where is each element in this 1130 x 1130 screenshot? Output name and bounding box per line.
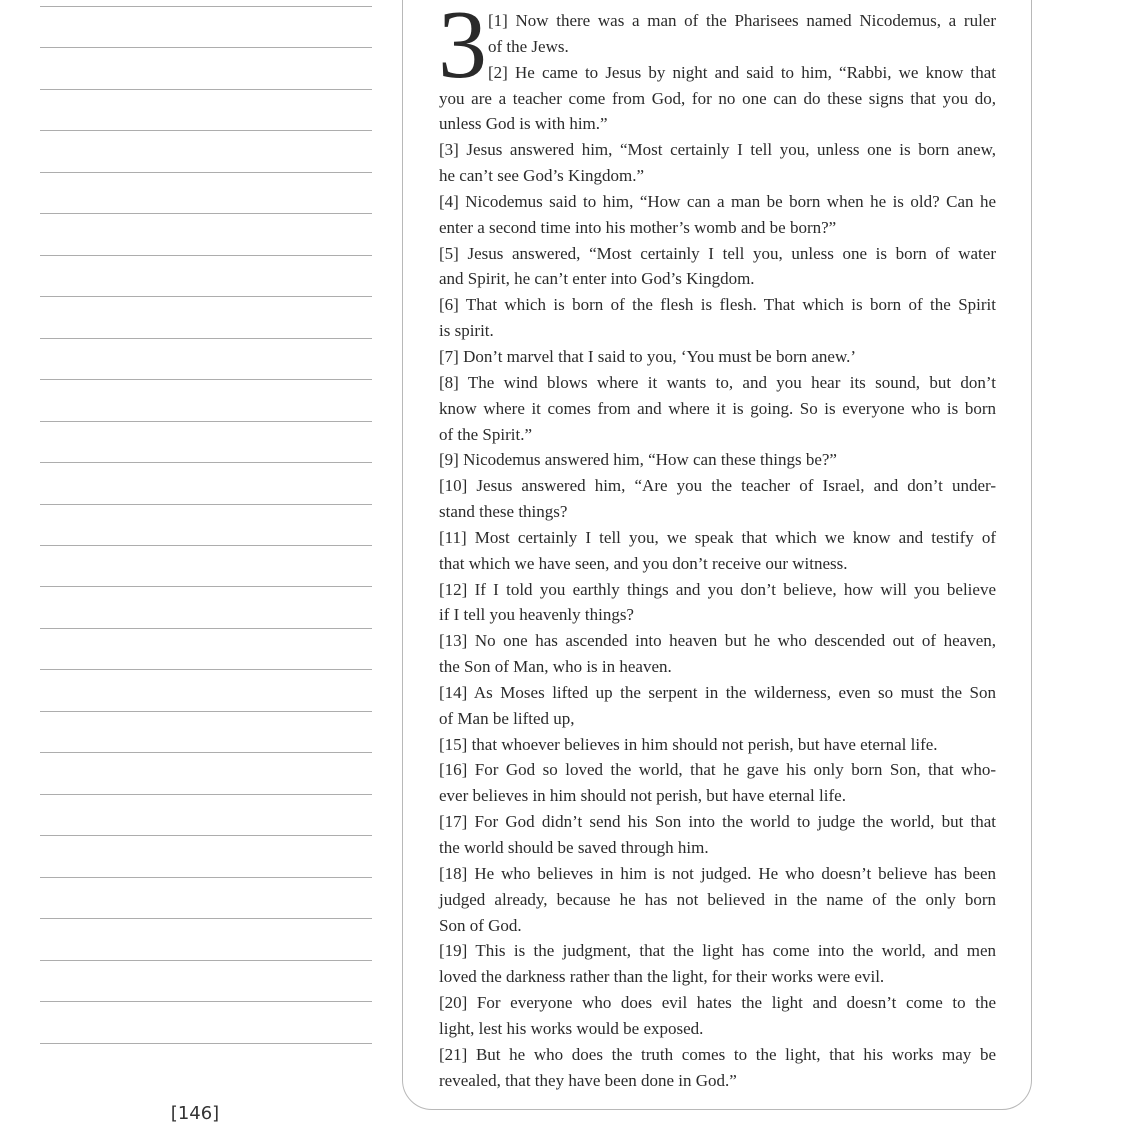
verse-line — [439, 1042, 996, 1068]
verse-line — [439, 189, 996, 215]
verse-line — [439, 654, 996, 680]
verse-line-text: [7] Don’t marvel that I said to you, ‘You must be born anew.’ — [439, 346, 857, 366]
verse-line — [439, 163, 996, 189]
verse-line-text: know where it comes from and where it is going. So is everyone who is born — [439, 398, 996, 418]
ruled-line — [40, 960, 372, 961]
verse-line-text: [18] He who believes in him is not judged. He who doesn’t believe has been — [439, 863, 996, 883]
verse-line — [439, 422, 996, 448]
verse-line-text: [13] No one has ascended into heaven but he who descended out of heaven, — [439, 631, 996, 651]
verse-line — [439, 86, 996, 112]
verse-line — [439, 215, 996, 241]
verse-line-text: [1] Now there was a man of the Pharisees named Nicodemus, a ruler — [488, 11, 996, 30]
verse-line-text: is spirit. — [439, 321, 494, 341]
verse-line-text: [5] Jesus answered, “Most certainly I tell you, unless one is born of water — [439, 243, 996, 263]
verse-line — [439, 266, 996, 292]
verse-line-text: Son of God. — [439, 915, 522, 935]
verse-line-text: enter a second time into his mother’s womb and be born?” — [439, 217, 837, 237]
verse-line-text: [15] that whoever believes in him should not perish, but have eternal life. — [439, 734, 938, 754]
ruled-line — [40, 172, 372, 173]
verse-line-text: [20] For everyone who does evil hates the light and doesn’t come to the — [439, 993, 996, 1013]
ruled-line — [40, 462, 372, 463]
ruled-line — [40, 711, 372, 712]
ruled-line — [40, 379, 372, 380]
scripture-card — [402, 0, 1032, 1110]
page-number-label: [146] — [170, 1103, 220, 1124]
verse-line-text: revealed, that they have been done in God.” — [439, 1070, 737, 1090]
verse-line-text: unless God is with him.” — [439, 114, 608, 134]
verse-line — [439, 525, 996, 551]
scripture-text — [438, 0, 996, 1093]
verse-line-text: judged already, because he has not believed in the name of the only born — [439, 889, 996, 909]
verse-line — [439, 1016, 996, 1042]
verse-line — [439, 447, 996, 473]
verse-line — [439, 551, 996, 577]
ruled-line — [40, 421, 372, 422]
verse-line-text: he can’t see God’s Kingdom.” — [439, 166, 645, 186]
verse-line-text: [3] Jesus answered him, “Most certainly I tell you, unless one is born anew, — [439, 140, 996, 160]
verse-line — [439, 757, 996, 783]
verse-line-text: [19] This is the judgment, that the light has come into the world, and men — [439, 941, 996, 961]
ruled-line — [40, 47, 372, 48]
verse-line — [439, 318, 996, 344]
verse-line — [439, 809, 996, 835]
ruled-line — [40, 835, 372, 836]
verse-line — [439, 241, 996, 267]
ruled-line — [40, 586, 372, 587]
verse-line — [439, 137, 996, 163]
verse-line-text: and Spirit, he can’t enter into God’s Kingdom. — [439, 269, 755, 289]
verse-line — [439, 344, 996, 370]
ruled-line — [40, 296, 372, 297]
verse-line-text: ever believes in him should not perish, but have eternal life. — [439, 786, 846, 806]
verse-line-text: light, lest his works would be exposed. — [439, 1018, 704, 1038]
verse-line — [439, 111, 996, 137]
verse-line-text: [14] As Moses lifted up the serpent in the wilderness, even so must the Son — [439, 682, 996, 702]
verse-line — [439, 8, 996, 34]
verse-line-text: [9] Nicodemus answered him, “How can these things be?” — [439, 450, 837, 470]
verse-line — [439, 60, 996, 86]
verse-line — [439, 861, 996, 887]
verse-line-text: [4] Nicodemus said to him, “How can a man be born when he is old? Can he — [439, 191, 996, 211]
notes-panel — [0, 0, 402, 1130]
ruled-line — [40, 1001, 372, 1002]
verse-line-text: you are a teacher come from God, for no one can do these signs that you do, — [439, 88, 996, 108]
verse-line-text: [11] Most certainly I tell you, we speak that which we know and testify of — [439, 527, 996, 547]
verse-line-text: [10] Jesus answered him, “Are you the teacher of Israel, and don’t under- — [439, 476, 996, 496]
verse-line-text: [21] But he who does the truth comes to the light, that his works may be — [439, 1044, 996, 1064]
ruled-line — [40, 1043, 372, 1044]
verse-line-text: stand these things? — [439, 502, 568, 522]
verse-line-text: loved the darkness rather than the light, for their works were evil. — [439, 967, 885, 987]
verse-line — [439, 887, 996, 913]
verse-line — [439, 835, 996, 861]
ruled-line — [40, 545, 372, 546]
ruled-line — [40, 130, 372, 131]
verse-line — [439, 473, 996, 499]
verse-line — [439, 1068, 996, 1094]
verse-line — [439, 964, 996, 990]
verse-line-text: the Son of Man, who is in heaven. — [439, 657, 672, 677]
ruled-line — [40, 338, 372, 339]
ruled-line — [40, 752, 372, 753]
verse-line-text: of the Jews. — [488, 36, 569, 56]
ruled-line — [40, 89, 372, 90]
verse-line-text: [17] For God didn’t send his Son into the world to judge the world, but that — [439, 812, 996, 832]
verse-line — [439, 396, 996, 422]
chapter-number-dropcap: 3 — [438, 0, 487, 99]
verse-line — [439, 990, 996, 1016]
verse-line-text: the world should be saved through him. — [439, 838, 709, 857]
verse-line-text: [2] He came to Jesus by night and said to him, “Rabbi, we know that — [488, 62, 996, 82]
ruled-line — [40, 794, 372, 795]
verse-line-text: of the Spirit.” — [439, 424, 533, 444]
verse-line-text: [12] If I told you earthly things and you don’t believe, how will you believe — [439, 579, 996, 599]
verse-line — [439, 706, 996, 732]
verse-line — [439, 499, 996, 525]
verse-line — [439, 680, 996, 706]
verse-line — [439, 577, 996, 603]
verse-line — [439, 628, 996, 654]
ruled-line — [40, 213, 372, 214]
ruled-line — [40, 504, 372, 505]
verse-line-text: [8] The wind blows where it wants to, and you hear its sound, but don’t — [439, 372, 996, 392]
ruled-line — [40, 669, 372, 670]
ruled-line — [40, 877, 372, 878]
ruled-line — [40, 628, 372, 629]
verse-line-text: if I tell you heavenly things? — [439, 605, 634, 625]
verse-line — [439, 783, 996, 809]
verse-line-text: [16] For God so loved the world, that he gave his only born Son, that who- — [439, 760, 996, 780]
verse-line-text: that which we have seen, and you don’t receive our witness. — [439, 553, 848, 573]
verse-line-text: [6] That which is born of the flesh is flesh. That which is born of the Spirit — [439, 295, 996, 315]
verse-line — [439, 913, 996, 939]
verse-line — [439, 732, 996, 758]
verse-line — [439, 602, 996, 628]
verse-line — [439, 292, 996, 318]
verse-line — [439, 34, 996, 60]
verse-line — [439, 938, 996, 964]
ruled-line — [40, 918, 372, 919]
verse-line — [439, 370, 996, 396]
ruled-line — [40, 255, 372, 256]
ruled-line — [40, 6, 372, 7]
verse-line-text: of Man be lifted up, — [439, 708, 575, 728]
